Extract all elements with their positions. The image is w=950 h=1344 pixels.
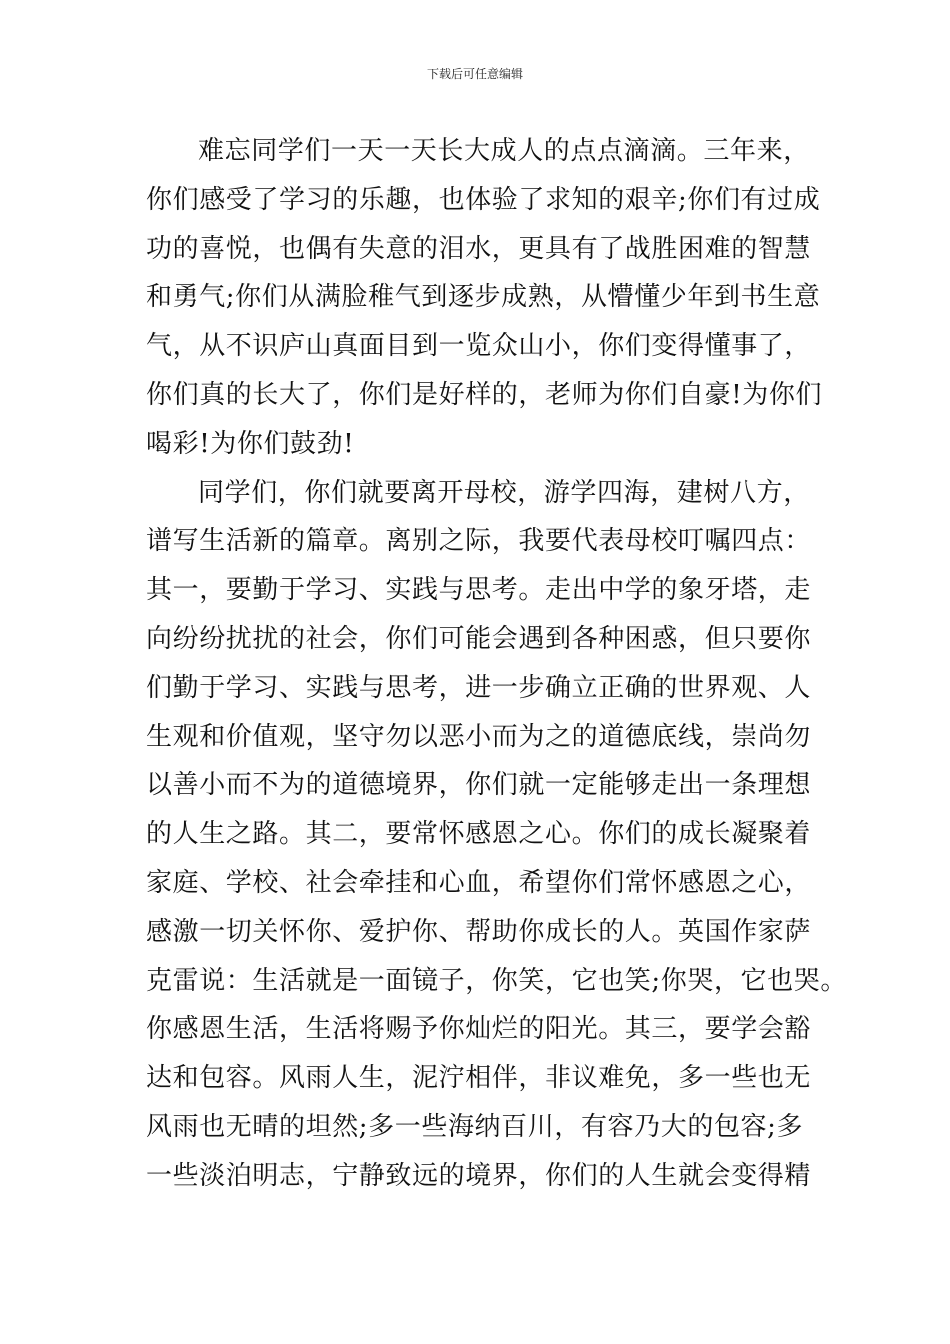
paragraph-line: 向纷纷扰扰的社会，你们可能会遇到各种困惑，但只要你 — [146, 623, 812, 654]
paragraph-line: 和勇气;你们从满脸稚气到逐步成熟，从懵懂少年到书生意 — [146, 282, 821, 313]
paragraph-line: 同学们，你们就要离开母校，游学四海，建树八方， — [198, 477, 810, 508]
page-header: 下载后可任意编辑 — [426, 67, 523, 81]
document-body — [146, 127, 847, 1201]
paragraph-line: 家庭、学校、社会牵挂和心血，希望你们常怀感恩之心， — [146, 867, 812, 898]
paragraph-line: 功的喜悦，也偶有失意的泪水，更具有了战胜困难的智慧 — [146, 233, 812, 264]
paragraph-line: 风雨也无晴的坦然;多一些海纳百川，有容乃大的包容;多 — [146, 1111, 804, 1142]
paragraph-2 — [146, 469, 847, 1201]
paragraph-line: 难忘同学们一天一天长大成人的点点滴滴。三年来， — [198, 136, 810, 166]
paragraph-line: 达和包容。风雨人生，泥泞相伴，非议难免，多一些也无 — [146, 1063, 812, 1094]
paragraph-line: 以善小而不为的道德境界，你们就一定能够走出一条理想 — [146, 770, 812, 801]
paragraph-line: 你感恩生活，生活将赐予你灿烂的阳光。其三，要学会豁 — [146, 1014, 812, 1045]
paragraph-line: 一些淡泊明志，宁静致远的境界，你们的人生就会变得精 — [146, 1160, 812, 1191]
paragraph-line: 喝彩!为你们鼓劲! — [146, 428, 355, 459]
paragraph-1 — [146, 127, 826, 469]
paragraph-line: 你们真的长大了，你们是好样的，老师为你们自豪!为你们 — [146, 379, 823, 410]
paragraph-line: 克雷说：生活就是一面镜子，你笑，它也笑;你哭，它也哭。 — [146, 965, 847, 996]
paragraph-line: 生观和价值观，坚守勿以恶小而为之的道德底线，崇尚勿 — [146, 721, 812, 752]
paragraph-line: 的人生之路。其二，要常怀感恩之心。你们的成长凝聚着 — [146, 819, 812, 850]
paragraph-line: 感激一切关怀你、爱护你、帮助你成长的人。英国作家萨 — [146, 916, 812, 947]
paragraph-line: 们勤于学习、实践与思考，进一步确立正确的世界观、人 — [146, 672, 812, 703]
paragraph-line: 你们感受了学习的乐趣，也体验了求知的艰辛;你们有过成 — [146, 184, 821, 215]
paragraph-line: 气，从不识庐山真面目到一览众山小，你们变得懂事了， — [146, 331, 812, 362]
paragraph-line: 其一，要勤于学习、实践与思考。走出中学的象牙塔，走 — [146, 575, 812, 606]
paragraph-line: 谱写生活新的篇章。离别之际，我要代表母校叮嘱四点： — [146, 526, 812, 557]
